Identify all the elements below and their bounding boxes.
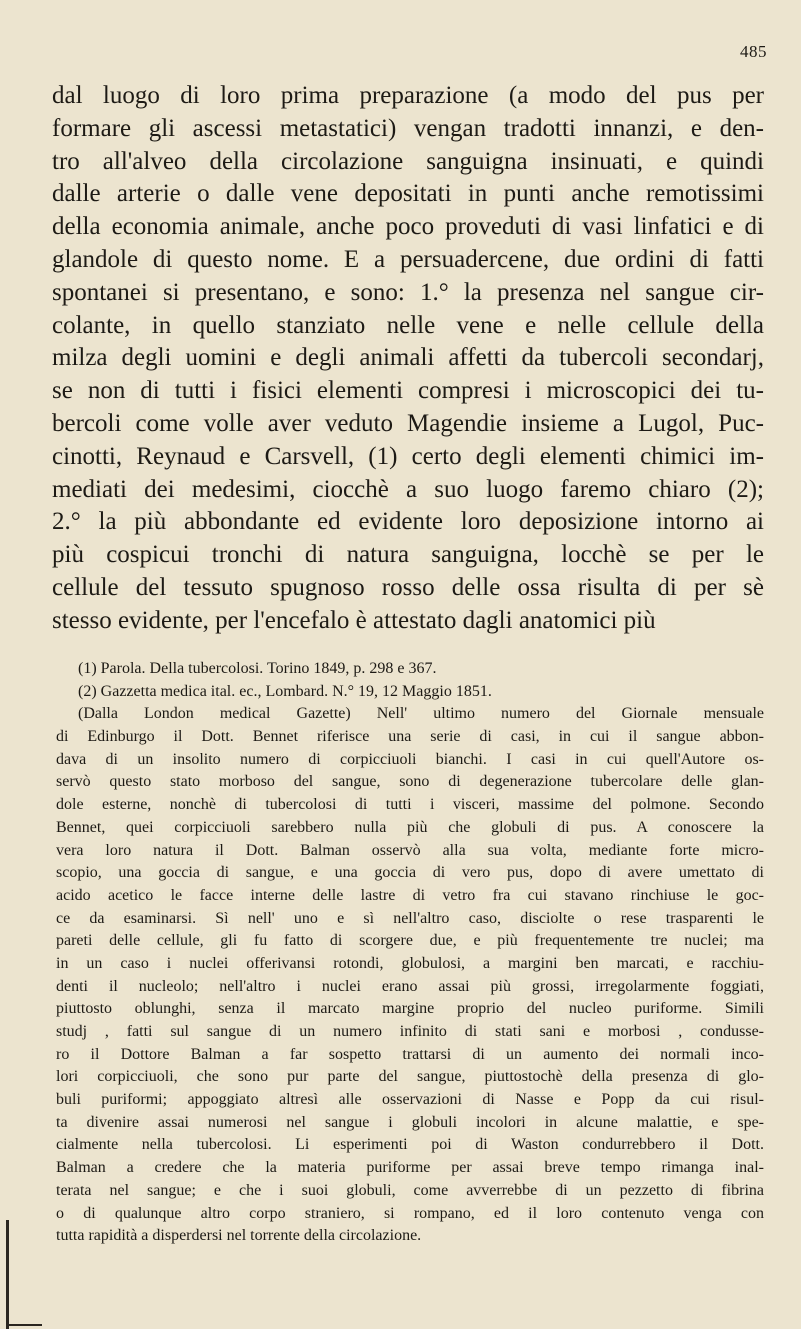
- footnote-line: ta divenire assai numerosi nel sangue i globuli incolori in alcune malattie, e spe-: [56, 1113, 764, 1131]
- page-number: 485: [740, 42, 767, 61]
- text-line: colante, in quello stanziato nelle vene e nelle cellule della: [52, 311, 764, 339]
- footnote-line: o di qualunque altro corpo straniero, si rompano, ed il loro contenuto venga con: [56, 1204, 764, 1222]
- text-line: 2.° la più abbondante ed evidente loro deposizione intorno ai: [52, 508, 764, 536]
- footnote-line: dole esterne, nonchè di tubercolosi di tutti i visceri, massime del polmone. Secondo: [56, 796, 764, 814]
- text-line: dalle arterie o dalle vene depositati in punti anche remotissimi: [52, 180, 764, 208]
- footnote-line: dava di un insolito numero di corpicciuoli bianchi. I casi in cui quell'Autore os-: [56, 750, 764, 768]
- binding-edge-mark: [6, 1220, 9, 1329]
- footnote-line: vera loro natura il Dott. Balman osservò alla sua volta, mediante forte micro-: [56, 841, 764, 859]
- footnote-line: piuttosto oblunghi, senza il marcato margine proprio del nucleo puriforme. Simili: [56, 1000, 764, 1018]
- footnote-line: pareti delle cellule, gli fu fatto di scorgere due, e più frequentemente tre nuclei; ma: [56, 932, 764, 950]
- footnote-line: cialmente nella tubercolosi. Li esperimenti poi di Waston condurrebbero il Dott.: [56, 1136, 764, 1154]
- text-line: formare gli ascessi metastatici) vengan tradotti innanzi, e den-: [52, 114, 764, 142]
- footnote-line: (Dalla London medical Gazette) Nell' ultimo numero del Giornale mensuale: [78, 705, 764, 723]
- main-text: [52, 80, 764, 638]
- footnote-line: studj , fatti sul sangue di un numero infinito di stati sani e morbosi , condusse-: [56, 1023, 764, 1040]
- footnote-line: lori corpicciuoli, che sono pur parte del sangue, piuttostochè della presenza di glo-: [56, 1068, 764, 1086]
- footnotes: [56, 658, 764, 1248]
- text-line: mediati dei medesimi, ciocchè a suo luogo faremo chiaro (2);: [52, 475, 764, 503]
- text-line: della economia animale, anche poco proveduti di vasi linfatici e di: [52, 213, 764, 241]
- footnote-line: terata nel sangue; e che i suoi globuli, come avverrebbe di un pezzetto di fibrina: [56, 1181, 764, 1199]
- footnote-line: acido acetico le facce interne delle lastre di vetro fra cui stavano rinchiuse le goc-: [56, 886, 764, 904]
- text-line: tro all'alveo della circolazione sanguigna insinuati, e quindi: [52, 147, 764, 175]
- text-line: spontanei si presentano, e sono: 1.° la presenza nel sangue cir-: [52, 278, 764, 306]
- text-line: cinotti, Reynaud e Carsvell, (1) certo degli elementi chimici im-: [52, 442, 764, 470]
- text-line: stesso evidente, per l'encefalo è attestato dagli anatomici più: [52, 606, 656, 634]
- footnote-line: di Edinburgo il Dott. Bennet riferisce una serie di casi, in cui il sangue abbon-: [56, 728, 764, 746]
- text-line: bercoli come volle aver veduto Magendie insieme a Lugol, Puc-: [52, 409, 764, 437]
- footnote-line: scopio, una goccia di sangue, e una goccia di vero pus, dopo di avere umettato di: [56, 864, 764, 882]
- text-line: glandole di questo nome. E a persuadercene, due ordini di fatti: [52, 245, 764, 273]
- footnote-line: tutta rapidità a disperdersi nel torrente della circolazione.: [56, 1227, 422, 1245]
- footnote-line: (2) Gazzetta medica ital. ec., Lombard. N.° 19, 12 Maggio 1851.: [78, 682, 492, 700]
- footnote-line: (1) Parola. Della tubercolosi. Torino 1849, p. 298 e 367.: [78, 660, 437, 677]
- text-line: dal luogo di loro prima preparazione (a modo del pus per: [52, 82, 764, 109]
- footnote-line: in un caso i nuclei offerivansi rotondi, globulosi, a margini ben marcati, e racchiu-: [56, 954, 764, 972]
- text-line: milza degli uomini e degli animali affetti da tubercoli secondarj,: [52, 344, 764, 372]
- footnote-line: ce da esaminarsi. Sì nell' uno e sì nell'altro caso, disciolte o rese trasparenti le: [56, 909, 764, 927]
- footnote-line: denti il nucleolo; nell'altro i nuclei erano assai più grossi, irregolarmente foggiati,: [56, 977, 764, 995]
- footnote-line: Bennet, quei corpicciuoli sarebbero nulla più che globuli di pus. A conoscere la: [56, 818, 764, 836]
- text-line: cellule del tessuto spugnoso rosso delle ossa risulta di per sè: [52, 573, 764, 601]
- footnote-line: ro il Dottore Balman a far sospetto trattarsi di un aumento dei normali inco-: [56, 1045, 764, 1063]
- binding-edge-foot: [6, 1324, 42, 1326]
- text-line: più cospicui tronchi di natura sanguigna, locchè se per le: [52, 541, 764, 569]
- footnote-line: servò questo stato morboso del sangue, sono di degenerazione tubercolare delle glan-: [56, 773, 764, 791]
- footnote-line: Balman a credere che la materia puriforme per assai breve tempo rimanga inal-: [56, 1159, 764, 1177]
- text-line: se non di tutti i fisici elementi compresi i microscopici dei tu-: [52, 377, 764, 405]
- footnote-line: buli puriformi; appoggiato altresì alle osservazioni di Nasse e Popp da cui risul-: [56, 1091, 764, 1109]
